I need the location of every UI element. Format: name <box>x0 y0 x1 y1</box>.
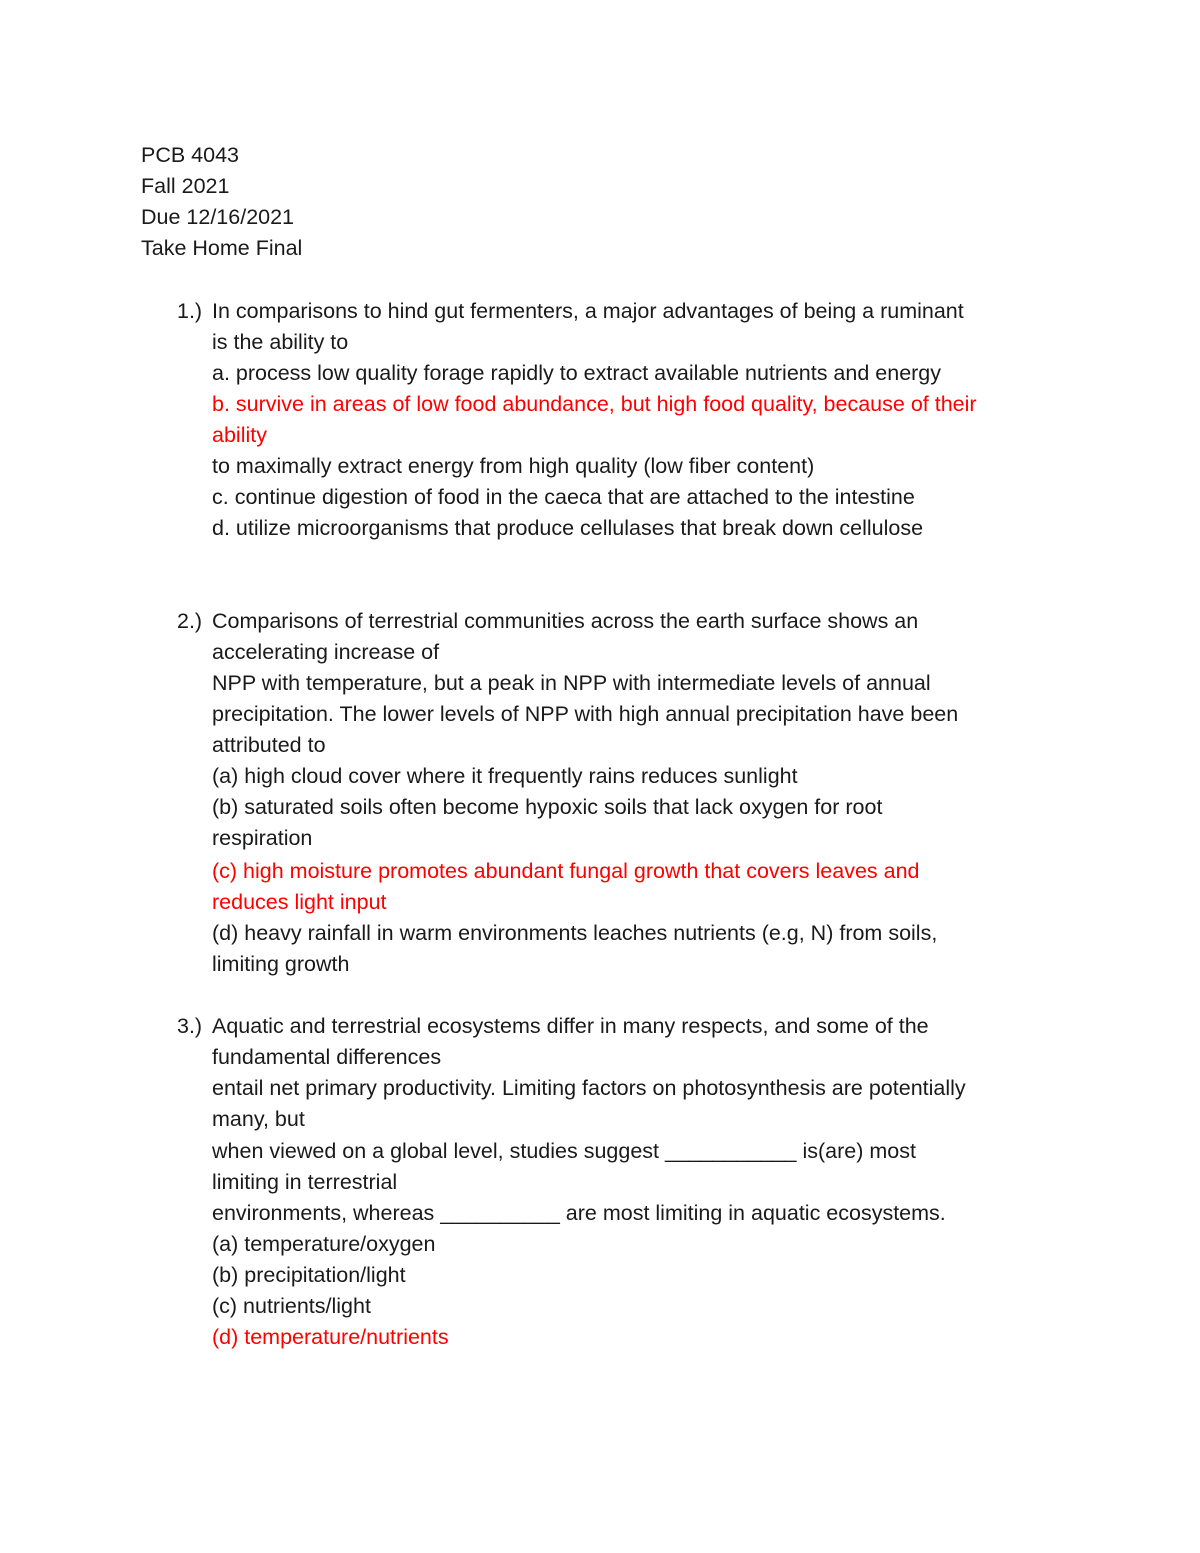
course-code: PCB 4043 <box>141 143 240 167</box>
question-2-option-a: (a) high cloud cover where it frequently rains reduces sunlight <box>212 764 798 788</box>
question-3-stem-line: limiting in terrestrial <box>212 1170 398 1194</box>
question-1-number: 1.) <box>177 299 203 323</box>
question-3-stem-line: Aquatic and terrestrial ecosystems differ in many respects, and some of the <box>212 1014 929 1038</box>
question-1-stem-line: In comparisons to hind gut fermenters, a major advantages of being a ruminant <box>212 299 964 323</box>
question-2-number: 2.) <box>177 609 203 633</box>
question-2-stem-line: Comparisons of terrestrial communities across the earth surface shows an <box>212 609 919 633</box>
question-2-option-d: limiting growth <box>212 952 350 976</box>
question-2-stem-line: NPP with temperature, but a peak in NPP with intermediate levels of annual <box>212 671 931 695</box>
question-2-stem-line: accelerating increase of <box>212 640 440 664</box>
question-2-stem-line: attributed to <box>212 733 326 757</box>
question-3-option-b: (b) precipitation/light <box>212 1263 406 1287</box>
question-3-stem-line: when viewed on a global level, studies suggest ___________ is(are) most <box>212 1139 916 1163</box>
question-2-option-c-answer: reduces light input <box>212 890 387 914</box>
question-1-option-b-answer: b. survive in areas of low food abundance, but high food quality, because of their <box>212 392 977 416</box>
document-title: Take Home Final <box>141 236 303 260</box>
question-1-option-c: c. continue digestion of food in the caeca that are attached to the intestine <box>212 485 915 509</box>
question-2-option-d: (d) heavy rainfall in warm environments leaches nutrients (e.g, N) from soils, <box>212 921 938 945</box>
question-2-option-b: respiration <box>212 826 313 850</box>
due-date: Due 12/16/2021 <box>141 205 295 229</box>
question-3-number: 3.) <box>177 1014 203 1038</box>
question-3-stem-line: entail net primary productivity. Limiting factors on photosynthesis are potentially <box>212 1076 966 1100</box>
question-2-stem-line: precipitation. The lower levels of NPP with high annual precipitation have been <box>212 702 959 726</box>
term: Fall 2021 <box>141 174 230 198</box>
question-1-option-b-continuation: to maximally extract energy from high quality (low fiber content) <box>212 454 815 478</box>
question-3-option-d-answer: (d) temperature/nutrients <box>212 1325 449 1349</box>
question-2-option-c-answer: (c) high moisture promotes abundant fungal growth that covers leaves and <box>212 859 920 883</box>
question-3-option-c: (c) nutrients/light <box>212 1294 371 1318</box>
question-3-stem-line: many, but <box>212 1107 305 1131</box>
question-1-option-a: a. process low quality forage rapidly to extract available nutrients and energy <box>212 361 942 385</box>
question-1-stem-line: is the ability to <box>212 330 349 354</box>
question-3-stem-line: fundamental differences <box>212 1045 442 1069</box>
question-1-option-d: d. utilize microorganisms that produce cellulases that break down cellulose <box>212 516 924 540</box>
question-3-stem-line: environments, whereas __________ are most limiting in aquatic ecosystems. <box>212 1201 946 1225</box>
question-3-option-a: (a) temperature/oxygen <box>212 1232 436 1256</box>
question-2-option-b: (b) saturated soils often become hypoxic soils that lack oxygen for root <box>212 795 883 819</box>
question-1-option-b-answer: ability <box>212 423 267 447</box>
